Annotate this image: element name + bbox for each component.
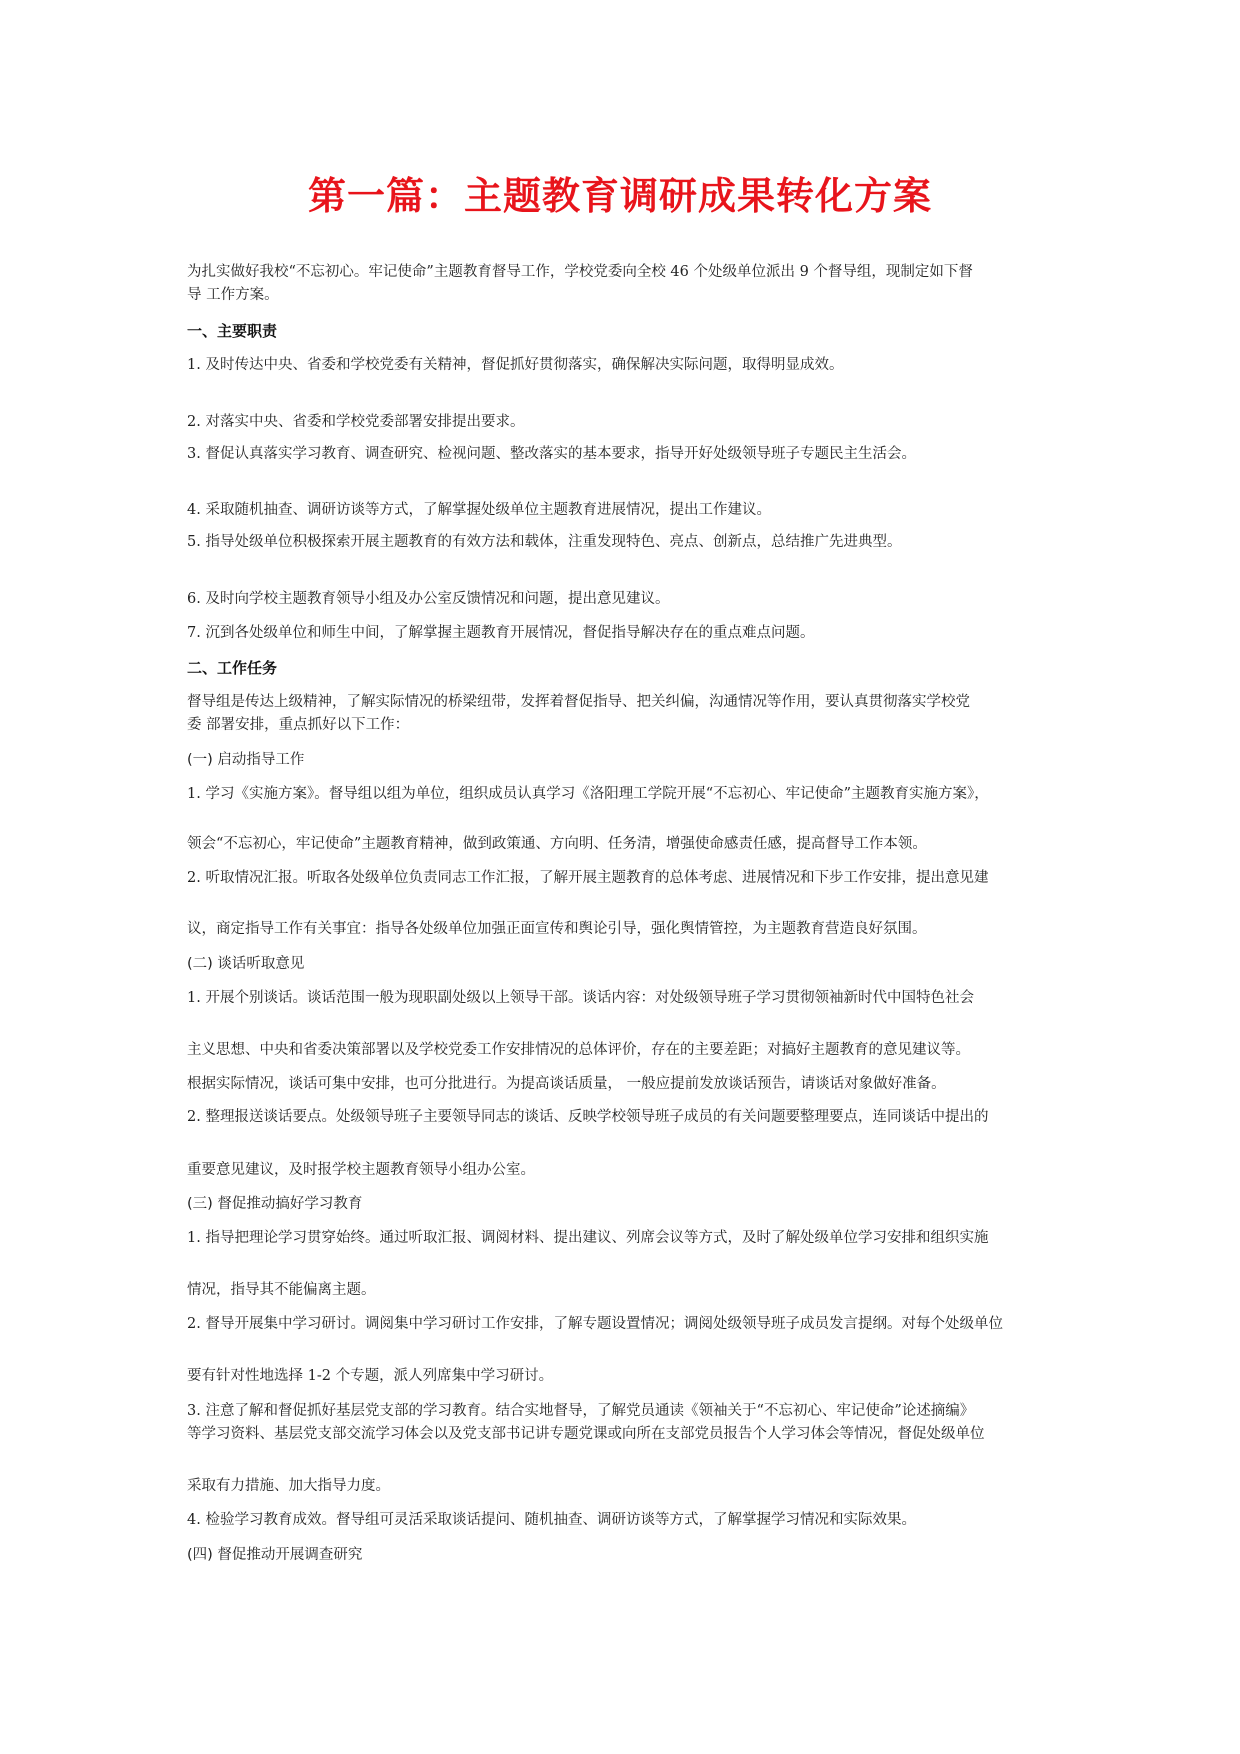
section-heading-duties: 一、主要职责 <box>187 322 278 340</box>
sub3-p2-line-2: 要有针对性地选择 1-2 个专题，派人列席集中学习研讨。 <box>187 1368 554 1384</box>
duty-item-1: 1. 及时传达中央、省委和学校党委有关精神，督促抓好贯彻落实，确保解决实际问题，取得明显成效。 <box>187 357 844 373</box>
subsection-heading-1: (一) 启动指导工作 <box>187 752 305 768</box>
subsection-heading-2: (二) 谈话听取意见 <box>187 956 305 972</box>
duty-item-4: 4. 采取随机抽查、调研访谈等方式，了解掌握处级单位主题教育进展情况，提出工作建议。 <box>187 502 771 518</box>
duty-item-7: 7. 沉到各处级单位和师生中间，了解掌握主题教育开展情况，督促指导解决存在的重点难点问题。 <box>187 625 815 641</box>
intro-line-1: 为扎实做好我校“不忘初心。牢记使命”主题教育督导工作，学校党委向全校 46 个处级单位派出 9 个督导组，现制定如下督 <box>187 264 973 280</box>
duty-item-6: 6. 及时向学校主题教育领导小组及办公室反馈情况和问题，提出意见建议。 <box>187 591 670 607</box>
tasks-intro-line-1: 督导组是传达上级精神，了解实际情况的桥梁纽带，发挥着督促指导、把关纠偏，沟通情况等作用，要认真贯彻落实学校党 <box>187 694 970 710</box>
intro-line-2: 导 工作方案。 <box>187 287 279 303</box>
sub3-p1-line-2: 情况，指导其不能偏离主题。 <box>187 1282 376 1298</box>
sub3-p3-line-1: 3. 注意了解和督促抓好基层党支部的学习教育。结合实地督导，了解党员通读《领袖关于“不忘初心、牢记使命”论述摘编》 <box>187 1403 975 1419</box>
sub3-p3-line-3: 采取有力措施、加大指导力度。 <box>187 1478 390 1494</box>
sub3-p4-line-1: 4. 检验学习教育成效。督导组可灵活采取谈话提问、随机抽查、调研访谈等方式，了解掌握学习情况和实际效果。 <box>187 1512 916 1528</box>
sub3-p3-line-2: 等学习资料、基层党支部交流学习体会以及党支部书记讲专题党课或向所在支部党员报告个人学习体会等情况，督促处级单位 <box>187 1426 985 1442</box>
sub2-p2-line-2: 重要意见建议，及时报学校主题教育领导小组办公室。 <box>187 1162 535 1178</box>
sub2-p1-line-2: 主义思想、中央和省委决策部署以及学校党委工作安排情况的总体评价，存在的主要差距；对搞好主题教育的意见建议等。 <box>187 1042 970 1058</box>
sub3-p2-line-1: 2. 督导开展集中学习研讨。调阅集中学习研讨工作安排，了解专题设置情况；调阅处级领导班子成员发言提纲。对每个处级单位 <box>187 1316 1003 1332</box>
duty-item-3: 3. 督促认真落实学习教育、调查研究、检视问题、整改落实的基本要求，指导开好处级领导班子专题民主生活会。 <box>187 446 916 462</box>
sub3-p1-line-1: 1. 指导把理论学习贯穿始终。通过听取汇报、调阅材料、提出建议、列席会议等方式，及时了解处级单位学习安排和组织实施 <box>187 1230 989 1246</box>
tasks-intro-line-2: 委 部署安排，重点抓好以下工作： <box>187 717 410 733</box>
duty-item-2: 2. 对落实中央、省委和学校党委部署安排提出要求。 <box>187 414 525 430</box>
subsection-heading-4: (四) 督促推动开展调查研究 <box>187 1547 363 1563</box>
sub1-p1-line-1: 1. 学习《实施方案》。督导组以组为单位，组织成员认真学习《洛阳理工学院开展“不忘初心、牢记使命”主题教育实施方案》， <box>187 786 989 802</box>
sub2-p1-line-3: 根据实际情况，谈话可集中安排，也可分批进行。为提高谈话质量， 一般应提前发放谈话预告，请谈话对象做好准备。 <box>187 1076 946 1092</box>
duty-item-5: 5. 指导处级单位积极探索开展主题教育的有效方法和载体，注重发现特色、亮点、创新点，总结推广先进典型。 <box>187 534 902 550</box>
sub1-p2-line-2: 议，商定指导工作有关事宜：指导各处级单位加强正面宣传和舆论引导，强化舆情管控，为主题教育营造良好氛围。 <box>187 921 927 937</box>
subsection-heading-3: (三) 督促推动搞好学习教育 <box>187 1196 363 1212</box>
sub1-p1-line-2: 领会“不忘初心，牢记使命”主题教育精神，做到政策通、方向明、任务清，增强使命感责任感，提高督导工作本领。 <box>187 836 927 852</box>
sub1-p2-line-1: 2. 听取情况汇报。听取各处级单位负责同志工作汇报，了解开展主题教育的总体考虑、进展情况和下步工作安排，提出意见建 <box>187 870 989 886</box>
section-heading-tasks: 二、工作任务 <box>187 659 278 677</box>
document-title: 第一篇：主题教育调研成果转化方案 <box>307 173 932 218</box>
sub2-p1-line-1: 1. 开展个别谈话。谈话范围一般为现职副处级以上领导干部。谈话内容：对处级领导班子学习贯彻领袖新时代中国特色社会 <box>187 990 974 1006</box>
sub2-p2-line-1: 2. 整理报送谈话要点。处级领导班子主要领导同志的谈话、反映学校领导班子成员的有关问题要整理要点，连同谈话中提出的 <box>187 1109 989 1125</box>
